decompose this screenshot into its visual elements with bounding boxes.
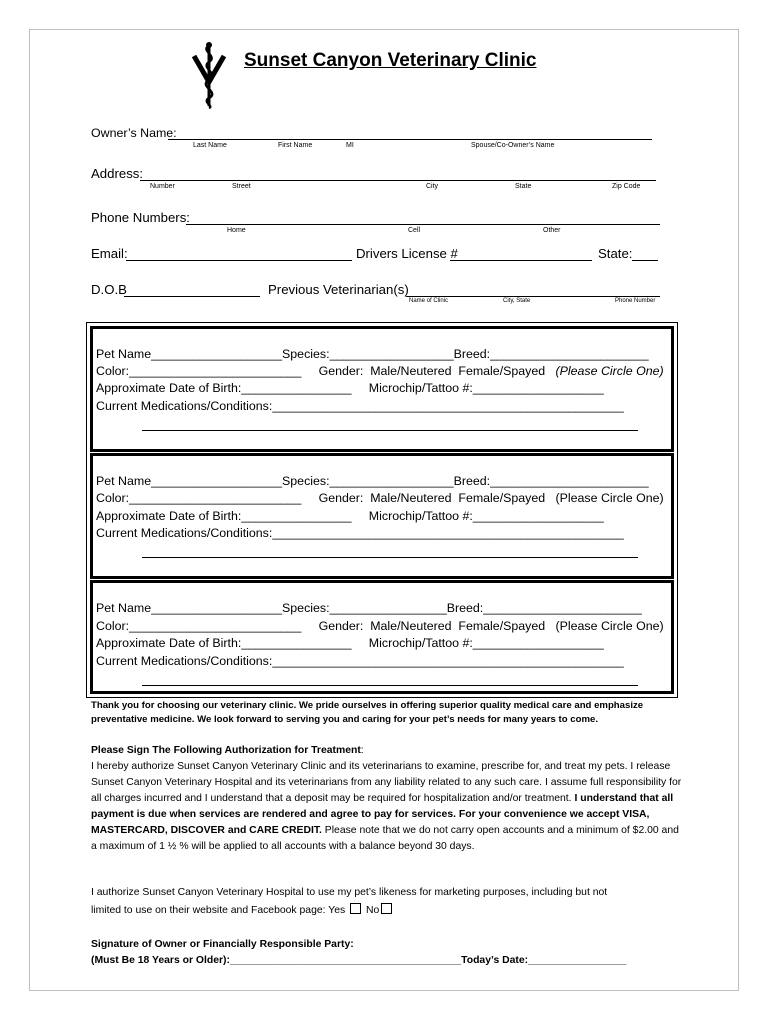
pet1-name-label: Pet Name xyxy=(96,347,152,361)
pet3-dob-label: Approximate Date of Birth: xyxy=(96,636,242,650)
previous-vet-label: Previous Veterinarian(s) xyxy=(268,282,409,297)
email-label: Email: xyxy=(91,246,128,261)
address-field[interactable] xyxy=(140,180,656,181)
address-sub-street: Street xyxy=(232,183,251,190)
marketing-row xyxy=(91,903,691,919)
pet3-breed-label: Breed: xyxy=(446,601,484,615)
address-sub-state: State xyxy=(515,183,532,190)
state-field[interactable] xyxy=(632,260,658,261)
pet2-species-label: Species: xyxy=(282,474,330,488)
authorization-heading-colon: : xyxy=(360,745,364,756)
phone-sub-home: Home xyxy=(227,227,246,234)
prev-vet-sub-city-state: City, State xyxy=(503,298,531,304)
owner-name-field[interactable] xyxy=(168,139,652,140)
authorization-text-1: I hereby authorize Sunset Canyon Veterinary Clinic and its veterinarians to examine, prescribe for, and treat my pets. I release Sunset Canyon Veterinary Hospital and its veterinarians from any liability related to any such care. I assume full responsibility for all charges incurred and I understand that a deposit may be required for hospitalization and/or treatment. xyxy=(91,761,682,804)
signature-age-note: (Must Be 18 Years or Older): xyxy=(91,955,230,966)
pet3-medications-row xyxy=(96,654,624,668)
address-sub-zip: Zip Code xyxy=(612,183,641,190)
pet3-medications-line2[interactable] xyxy=(142,685,638,686)
pet1-microchip-field[interactable]: ___________________ xyxy=(472,381,604,395)
pet1-dob-row xyxy=(96,381,604,395)
authorization-heading: Please Sign The Following Authorization for Treatment xyxy=(91,745,361,756)
authorization-text-2: Please note that we do not carry open accounts and a minimum of $2.00 and a maximum of 1 ½ % will be applied to all accounts with a balance beyond 30 days. xyxy=(91,825,679,852)
marketing-text-1: I authorize Sunset Canyon Veterinary Hospital to use my pet’s likeness for marketing purposes, including but not xyxy=(91,887,608,898)
pet1-microchip-label: Microchip/Tattoo #: xyxy=(368,381,473,395)
pet1-breed-field[interactable]: _______________________ xyxy=(490,347,649,361)
pet3-microchip-label: Microchip/Tattoo #: xyxy=(368,636,473,650)
pet2-dob-row xyxy=(96,509,604,523)
veterinary-caduceus-logo xyxy=(190,40,228,110)
dob-label: D.O.B xyxy=(91,282,127,297)
authorization-text xyxy=(91,759,683,855)
pet2-circle-note: (Please Circle One) xyxy=(555,491,664,505)
todays-date-field[interactable]: _________________ xyxy=(528,955,627,966)
marketing-yes-label: Yes xyxy=(328,905,346,916)
pet2-breed-field[interactable]: _______________________ xyxy=(490,474,649,488)
pet1-medications-row xyxy=(96,399,624,413)
pet3-medications-field[interactable]: ___________________________________________________ xyxy=(272,654,624,668)
pet1-name-field[interactable]: ___________________ xyxy=(151,347,283,361)
pet2-medications-line2[interactable] xyxy=(142,557,638,558)
clinic-title: Sunset Canyon Veterinary Clinic xyxy=(244,50,537,71)
address-label: Address: xyxy=(91,166,144,181)
phone-sub-other: Other xyxy=(543,227,561,234)
owner-sub-first: First Name xyxy=(278,142,313,149)
pet1-species-label: Species: xyxy=(282,347,330,361)
pet1-medications-label: Current Medications/Conditions: xyxy=(96,399,273,413)
pet2-name-row xyxy=(96,474,649,488)
pet1-gender-options[interactable]: Gender: Male/Neutered Female/Spayed xyxy=(318,364,546,378)
thank-you-text: Thank you for choosing our veterinary clinic. We pride ourselves in offering superior quality medical care and emphasize preventative medicine. We look forward to serving you and caring for your pet’s needs for many years to come. xyxy=(91,700,644,725)
pet1-medications-line2[interactable] xyxy=(142,430,638,431)
owner-name-label: Owner’s Name: xyxy=(91,126,177,140)
prev-vet-sub-phone: Phone Number xyxy=(615,298,656,304)
owner-sub-mi: MI xyxy=(346,142,354,149)
signature-label: Signature of Owner or Financially Responsible Party: xyxy=(91,939,354,950)
pet1-medications-field[interactable]: ___________________________________________________ xyxy=(272,399,624,413)
pet3-breed-field[interactable]: _______________________ xyxy=(483,601,642,615)
pet3-gender-options[interactable]: Gender: Male/Neutered Female/Spayed xyxy=(318,619,546,633)
pet2-color-field[interactable]: _________________________ xyxy=(129,491,302,505)
owner-sub-last: Last Name xyxy=(193,142,227,149)
pet3-name-row xyxy=(96,601,642,615)
pet3-dob-field[interactable]: ________________ xyxy=(241,636,352,650)
pet2-microchip-field[interactable]: ___________________ xyxy=(472,509,604,523)
pet3-species-label: Species: xyxy=(282,601,330,615)
marketing-yes-checkbox[interactable] xyxy=(350,903,361,914)
pet1-color-row xyxy=(96,364,664,378)
todays-date-label: Today’s Date: xyxy=(461,955,529,966)
pet3-color-label: Color: xyxy=(96,619,130,633)
phone-field[interactable] xyxy=(186,224,660,225)
pet3-color-row xyxy=(96,619,664,633)
pet2-microchip-label: Microchip/Tattoo #: xyxy=(368,509,473,523)
marketing-text-2: limited to use on their website and Facebook page: xyxy=(91,905,326,916)
email-field[interactable] xyxy=(126,260,352,261)
pet3-medications-label: Current Medications/Conditions: xyxy=(96,654,273,668)
pet2-name-label: Pet Name xyxy=(96,474,152,488)
pet3-name-label: Pet Name xyxy=(96,601,152,615)
drivers-license-label: Drivers License # xyxy=(356,246,458,261)
pet2-medications-label: Current Medications/Conditions: xyxy=(96,526,273,540)
pet2-medications-row xyxy=(96,526,624,540)
pet2-name-field[interactable]: ___________________ xyxy=(151,474,283,488)
pet2-gender-options[interactable]: Gender: Male/Neutered Female/Spayed xyxy=(318,491,546,505)
pet1-color-label: Color: xyxy=(96,364,130,378)
pet1-species-field[interactable]: __________________ xyxy=(329,347,454,361)
pet2-color-label: Color: xyxy=(96,491,130,505)
pet3-dob-row xyxy=(96,636,604,650)
pet1-circle-note: (Please Circle One) xyxy=(555,364,664,378)
previous-vet-field[interactable] xyxy=(406,296,660,297)
pet2-dob-field[interactable]: ________________ xyxy=(241,509,352,523)
pet2-color-row xyxy=(96,491,664,505)
owner-sub-spouse: Spouse/Co-Owner’s Name xyxy=(471,142,555,149)
drivers-license-field[interactable] xyxy=(450,260,592,261)
pet3-microchip-field[interactable]: ___________________ xyxy=(472,636,604,650)
authorization-heading-row xyxy=(91,743,691,759)
pet2-species-field[interactable]: __________________ xyxy=(329,474,454,488)
pet1-breed-label: Breed: xyxy=(453,347,491,361)
marketing-no-checkbox[interactable] xyxy=(381,903,392,914)
phone-label: Phone Numbers: xyxy=(91,210,190,225)
address-sub-city: City xyxy=(426,183,439,190)
pet3-name-field[interactable]: ___________________ xyxy=(151,601,283,615)
pet2-medications-field[interactable]: ___________________________________________________ xyxy=(272,526,624,540)
pet3-color-field[interactable]: _________________________ xyxy=(129,619,302,633)
pet1-dob-field[interactable]: ________________ xyxy=(241,381,352,395)
signature-row xyxy=(91,953,691,969)
authorization-payment-terms: I understand that all payment is due when services are rendered and agree to pay for services. For your convenience we accept VISA, MASTERCARD, DISCOVER and CARE CREDIT. xyxy=(91,793,674,836)
pet1-dob-label: Approximate Date of Birth: xyxy=(96,381,242,395)
dob-field[interactable] xyxy=(124,296,260,297)
signature-field[interactable]: ________________________________________ xyxy=(229,955,462,966)
pet1-name-row xyxy=(96,347,649,361)
prev-vet-sub-clinic: Name of Clinic xyxy=(409,298,449,304)
phone-sub-cell: Cell xyxy=(408,227,421,234)
pet3-circle-note: (Please Circle One) xyxy=(555,619,664,633)
marketing-no-label: No xyxy=(365,905,380,916)
state-label: State: xyxy=(598,246,633,261)
pet1-color-field[interactable]: _________________________ xyxy=(129,364,302,378)
pet2-dob-label: Approximate Date of Birth: xyxy=(96,509,242,523)
pet3-species-field[interactable]: _________________ xyxy=(329,601,447,615)
address-sub-number: Number xyxy=(150,183,175,190)
pet2-breed-label: Breed: xyxy=(453,474,491,488)
